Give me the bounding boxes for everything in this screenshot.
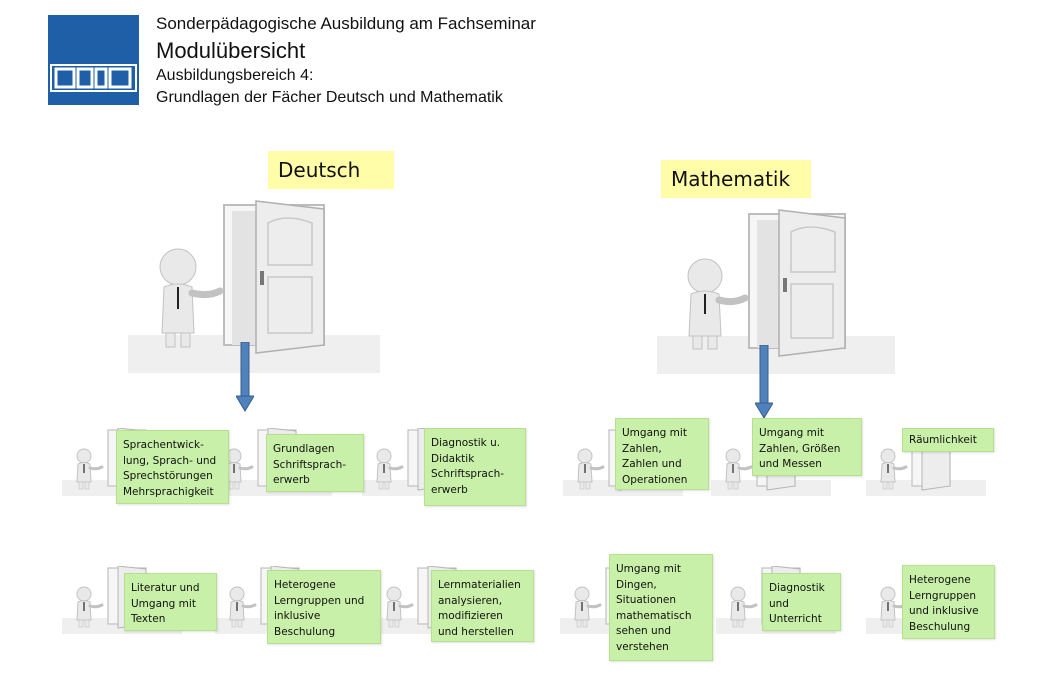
down-arrow-deutsch <box>236 342 254 417</box>
person-door-illustration-mathematik <box>657 206 895 379</box>
header-line-3: Ausbildungsbereich 4: <box>156 67 314 84</box>
module-box-mathematik: Umgang mit Zahlen, Größen und Messen <box>752 418 862 476</box>
module-box-deutsch: Lernmaterialien analysieren, modifizieren und herstellen <box>431 570 534 642</box>
page-title: Modulübersicht <box>156 38 306 63</box>
module-box-mathematik: Diagnostik und Unterricht <box>762 573 841 631</box>
module-box-mathematik: Heterogene Lerngruppen und inklusive Beschulung <box>902 565 995 639</box>
module-box-mathematik: Umgang mit Zahlen, Zahlen und Operationen <box>615 418 709 490</box>
subject-label-deutsch: Deutsch <box>268 151 394 189</box>
module-box-deutsch: Grundlagen Schriftsprach- erwerb <box>266 434 364 492</box>
module-box-deutsch: Literatur und Umgang mit Texten <box>124 573 217 631</box>
subject-label-mathematik: Mathematik <box>661 160 811 198</box>
header-line-4: Grundlagen der Fächer Deutsch und Mathematik <box>156 89 503 106</box>
down-arrow-mathematik <box>755 345 773 424</box>
module-box-deutsch: Diagnostik u. Didaktik Schriftsprach- erwerb <box>424 428 526 506</box>
person-door-illustration-deutsch <box>128 195 380 378</box>
module-box-deutsch: Sprachentwick- lung, Sprach- und Sprechstörungen Mehrsprachigkeit <box>116 430 229 504</box>
pfis-logo <box>48 15 139 105</box>
module-box-mathematik: Räumlichkeit <box>902 428 994 452</box>
module-box-deutsch: Heterogene Lerngruppen und inklusive Beschulung <box>267 570 381 644</box>
module-box-mathematik: Umgang mit Dingen, Situationen mathematisch sehen und verstehen <box>609 554 713 661</box>
header-line-1: Sonderpädagogische Ausbildung am Fachseminar <box>156 14 536 33</box>
